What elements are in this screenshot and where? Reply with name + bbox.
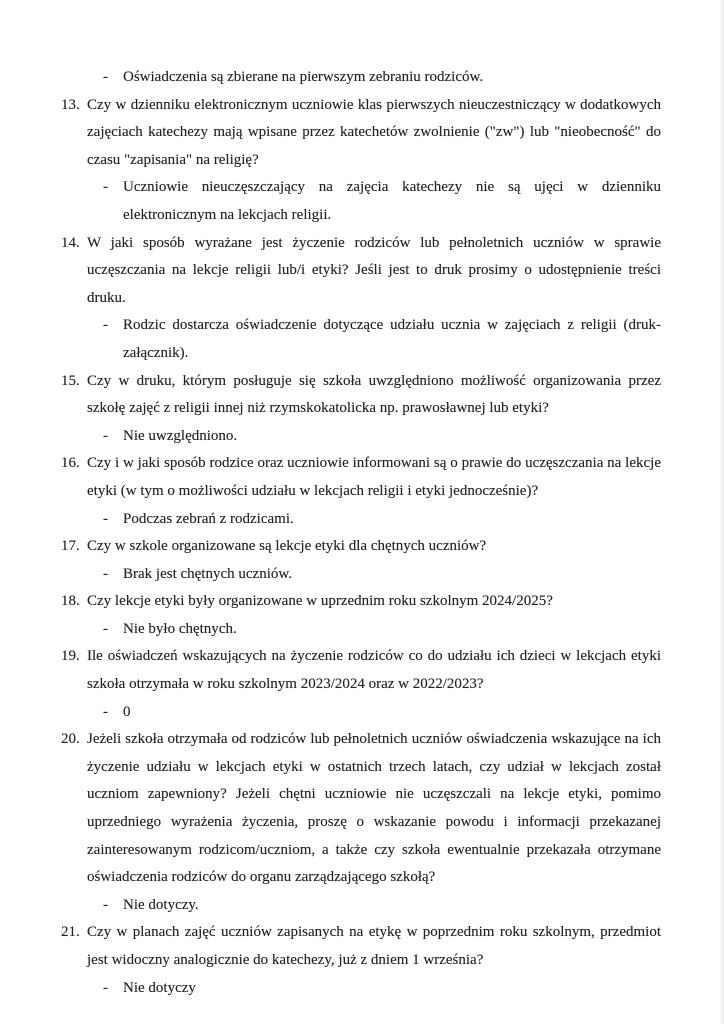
- answers-group: [61, 975, 661, 1003]
- answers-group: [61, 174, 661, 229]
- answer-line: [103, 423, 661, 451]
- bullet-dash: -: [103, 179, 108, 196]
- answer-text: Podczas zebrań z rodzicami.: [123, 510, 294, 527]
- bullet-dash: -: [103, 565, 108, 582]
- answer-text: Uczniowie nieuczęszczający na zajęcia katechezy nie są ujęci w dzienniku elektronicznym na lekcjach religii.: [123, 179, 661, 223]
- question-item: [61, 230, 661, 368]
- item-number: 17.: [61, 538, 80, 555]
- bullet-dash: -: [103, 703, 108, 720]
- question-text: Czy w planach zajęć uczniów zapisanych na etykę w poprzednim roku szkolnym, przedmiot jest widoczny analogicznie do katechezy, już z dniem 1 września?: [87, 924, 661, 968]
- question-text: Czy w szkole organizowane są lekcje etyki dla chętnych uczniów?: [87, 538, 487, 555]
- answers-group: [61, 423, 661, 451]
- answer-text: Nie uwzględniono.: [123, 427, 238, 444]
- answer-line: [103, 561, 661, 589]
- item-number: 13.: [61, 96, 80, 113]
- bullet-dash: -: [103, 620, 108, 637]
- bullet-dash: -: [103, 510, 108, 527]
- intro-answer-text: Oświadczenia są zbierane na pierwszym zebraniu rodziców.: [123, 69, 484, 85]
- intro-answer-line: [103, 64, 661, 92]
- answer-text: 0: [123, 703, 131, 720]
- answer-line: [103, 699, 661, 727]
- bullet-dash: -: [103, 317, 108, 334]
- item-number: 21.: [61, 924, 80, 941]
- question-item: [61, 92, 661, 230]
- scan-edge-shadow: [719, 0, 724, 1024]
- answer-line: [103, 312, 661, 367]
- item-number: 16.: [61, 455, 80, 472]
- answer-text: Rodzic dostarcza oświadczenie dotyczące udziału ucznia w zajęciach z religii (druk-załącznik).: [123, 317, 661, 361]
- question-text: Czy w dzienniku elektronicznym uczniowie klas pierwszych nieuczestniczący w dodatkowych zajęciach katechezy mają wpisane przez katechetów zwolnienie ("zw") lub "nieobecność" do czasu "zapisania" na religię?: [87, 96, 661, 168]
- question-item: [61, 450, 661, 533]
- bullet-dash: -: [103, 896, 108, 913]
- answers-group: [61, 506, 661, 534]
- question-text: Czy lekcje etyki były organizowane w uprzednim roku szkolnym 2024/2025?: [87, 593, 553, 610]
- item-number: 20.: [61, 731, 80, 748]
- answer-line: [103, 506, 661, 534]
- question-text: Jeżeli szkoła otrzymała od rodziców lub pełnoletnich uczniów oświadczenia wskazujące na ich życzenie udziału w lekcjach etyki w ostatnich trzech latach, czy udział w lekcjach został uczniom zapewniony? Jeżeli chętni uczniowie nie uczęszczali na lekcje etyki, pomimo uprzedniego wyrażenia życzenia, proszę o wskazanie powodu i informacji przekazanej zainteresowanym rodzicom/uczniom, a także czy szkoła ewentualnie przekazała otrzymane oświadczenia rodziców do organu zarządzającego szkołą?: [87, 731, 661, 886]
- question-item: [61, 643, 661, 726]
- answer-text: Nie dotyczy.: [123, 896, 199, 913]
- answers-group: [61, 561, 661, 589]
- answers-group: [61, 312, 661, 367]
- bullet-dash: -: [103, 69, 108, 85]
- question-text: Czy i w jaki sposób rodzice oraz uczniowie informowani są o prawie do uczęszczania na lekcje etyki (w tym o możliwości udziału w lekcjach religii i etyki jednocześnie)?: [87, 455, 661, 499]
- answer-line: [103, 616, 661, 644]
- item-number: 18.: [61, 593, 80, 610]
- question-item: [61, 588, 661, 643]
- question-list: [61, 92, 661, 1003]
- answer-line: [103, 174, 661, 229]
- document-text-block: [61, 64, 661, 1002]
- answers-group: [61, 699, 661, 727]
- answers-group: [61, 616, 661, 644]
- bullet-dash: -: [103, 979, 108, 996]
- question-item: [61, 919, 661, 1002]
- question-item: [61, 726, 661, 919]
- question-item: [61, 368, 661, 451]
- question-text: Ile oświadczeń wskazujących na życzenie rodziców co do udziału ich dzieci w lekcjach etyki szkoła otrzymała w roku szkolnym 2023/2024 oraz w 2022/2023?: [87, 648, 661, 693]
- answer-text: Brak jest chętnych uczniów.: [123, 565, 292, 582]
- answer-line: [103, 975, 661, 1003]
- answers-group: [61, 892, 661, 920]
- answer-text: Nie dotyczy: [123, 979, 196, 996]
- answer-line: [103, 892, 661, 920]
- answer-text: Nie było chętnych.: [123, 620, 237, 637]
- question-text: Czy w druku, którym posługuje się szkoła uwzględniono możliwość organizowania przez szkołę zajęć z religii innej niż rzymskokatolicka np. prawosławnej lub etyki?: [87, 372, 661, 417]
- item-number: 14.: [61, 234, 80, 251]
- item-number: 19.: [61, 648, 80, 665]
- item-number: 15.: [61, 372, 80, 389]
- question-text: W jaki sposób wyrażane jest życzenie rodziców lub pełnoletnich uczniów w sprawie uczęszczania na lekcje religii lub/i etyki? Jeśli jest to druk prosimy o udostępnienie treści druku.: [87, 234, 661, 306]
- bullet-dash: -: [103, 427, 108, 444]
- question-item: [61, 533, 661, 588]
